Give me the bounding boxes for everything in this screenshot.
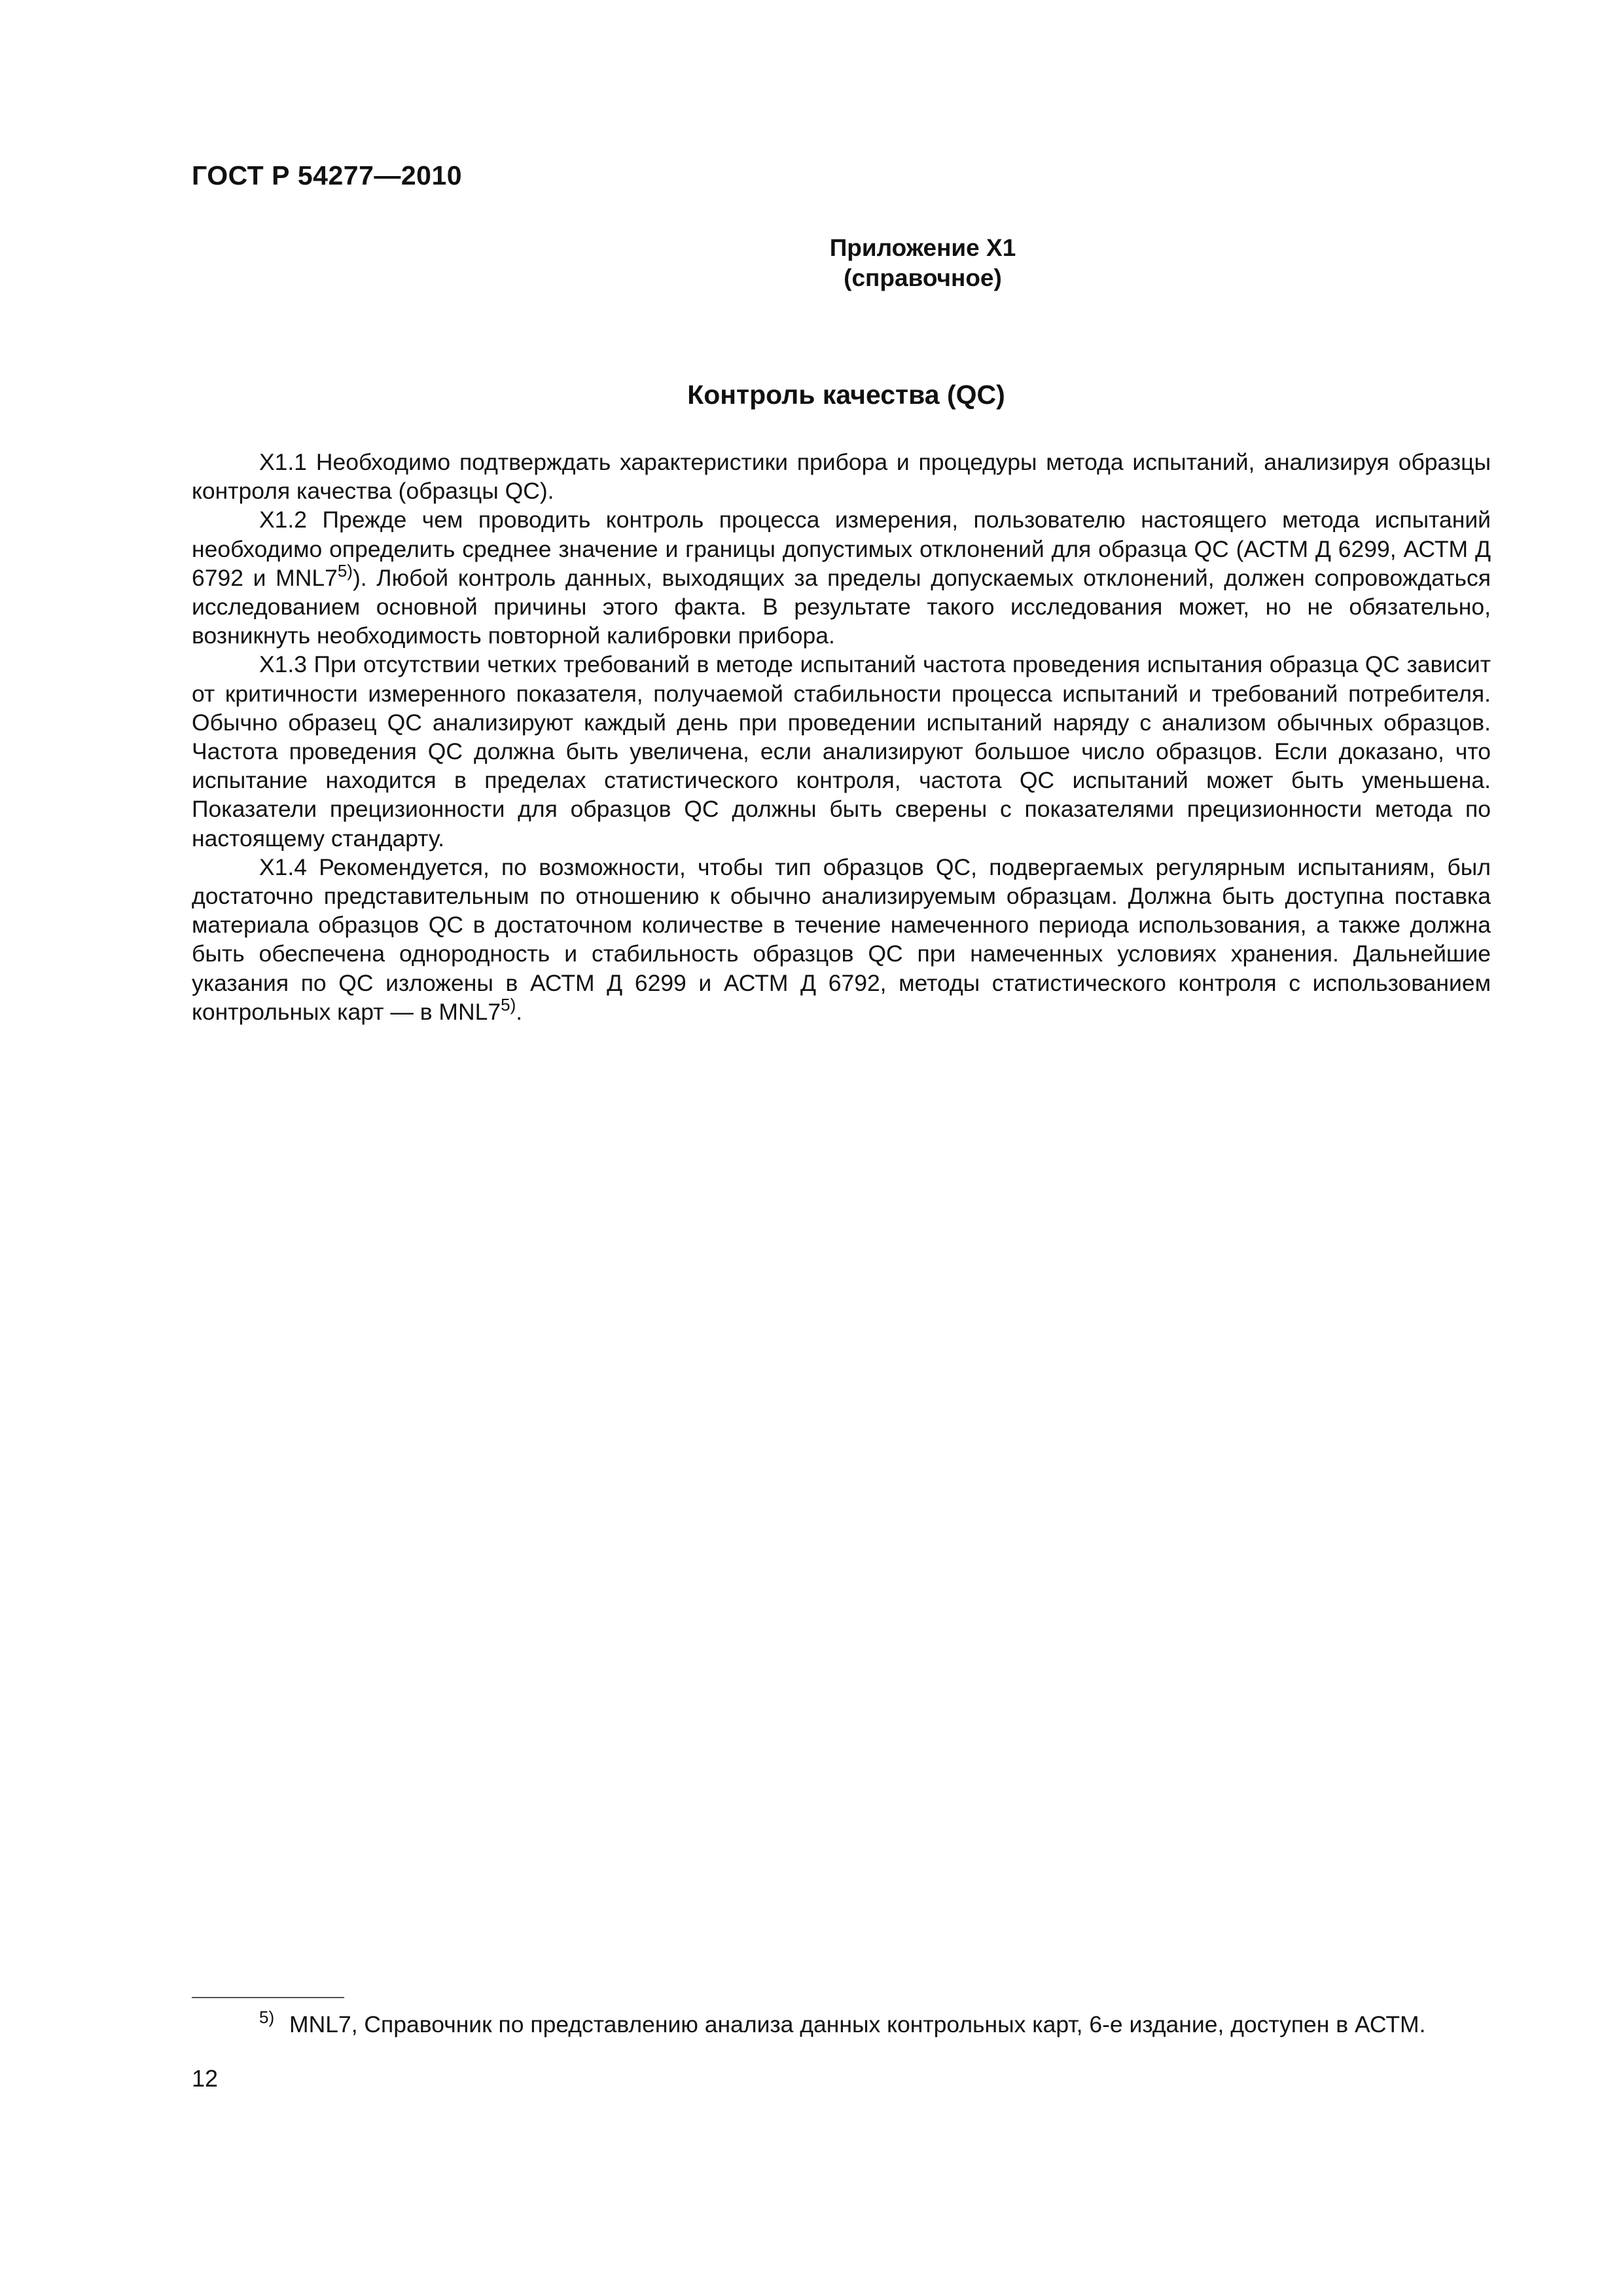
body-text: [192, 448, 1491, 1026]
footnote-reference: 5): [501, 994, 516, 1014]
paragraph-x1-1: Х1.1 Необходимо подтверждать характеристики прибора и процедуры метода испытаний, анализируя образцы контроля качества (образцы QC).: [192, 449, 1491, 505]
document-code: ГОСТ Р 54277—2010: [192, 160, 463, 190]
footnote-reference: 5): [337, 560, 353, 581]
footnote-separator: [192, 1997, 344, 1998]
section-title: Контроль качества (QC): [687, 380, 1005, 410]
footnote-text: MNL7, Справочник по представлению анализа данных контрольных карт, 6-е издание, доступен в АСТМ.: [289, 2011, 1426, 2037]
footnote-mark: 5): [259, 2007, 275, 2027]
paragraph-x1-2: Х1.2 Прежде чем проводить контроль процесса измерения, пользователю настоящего метода испытаний необходимо определить среднее значение и границы допустимых отклонений для образца QC (АСТМ Д 6299, АСТМ Д 6792 и MNL7$^{5)}$). Любой контроль данных, выходящих за пределы допускаемых отклонений, должен сопровождаться исследованием основной причины этого факта. В результате такого исследования может, но не обязательно, возникнуть необходимость повторной калибровки прибора.: [192, 507, 1491, 649]
paragraph-x1-3: Х1.3 При отсутствии четких требований в методе испытаний частота проведения испытания образца QC зависит от критичности измеренного показателя, получаемой стабильности процесса испытаний и требований потребителя. Обычно образец QC анализируют каждый день при проведении испытаний наряду с анализом обычных образцов. Частота проведения QC должна быть увеличена, если анализируют большое число образцов. Если доказано, что испытание находится в пределах статистического контроля, частота QC испытаний может быть уменьшена. Показатели прецизионности для образцов QC должны быть сверены с показателями прецизионности метода по настоящему стандарту.: [192, 651, 1491, 852]
page-number: 12: [192, 2065, 219, 2092]
footnote: [259, 2009, 1503, 2040]
paragraph-x1-4: Х1.4 Рекомендуется, по возможности, чтобы тип образцов QC, подвергаемых регулярным испытаниям, был достаточно представительным по отношению к обычно анализируемым образцам. Должна быть доступна поставка материала образцов QC в достаточном количестве в течение намеченного периода использования, а также должна быть обеспечена однородность и стабильность образцов QC при намеченных условиях хранения. Дальнейшие указания по QC изложены в АСТМ Д 6299 и АСТМ Д 6792, методы статистического контроля с использованием контрольных карт — в MNL7$^{5)}$.: [192, 853, 1491, 1025]
appendix-heading: [740, 233, 1106, 293]
appendix-type: (справочное): [844, 264, 1002, 291]
appendix-title: Приложение Х1: [829, 234, 1016, 261]
